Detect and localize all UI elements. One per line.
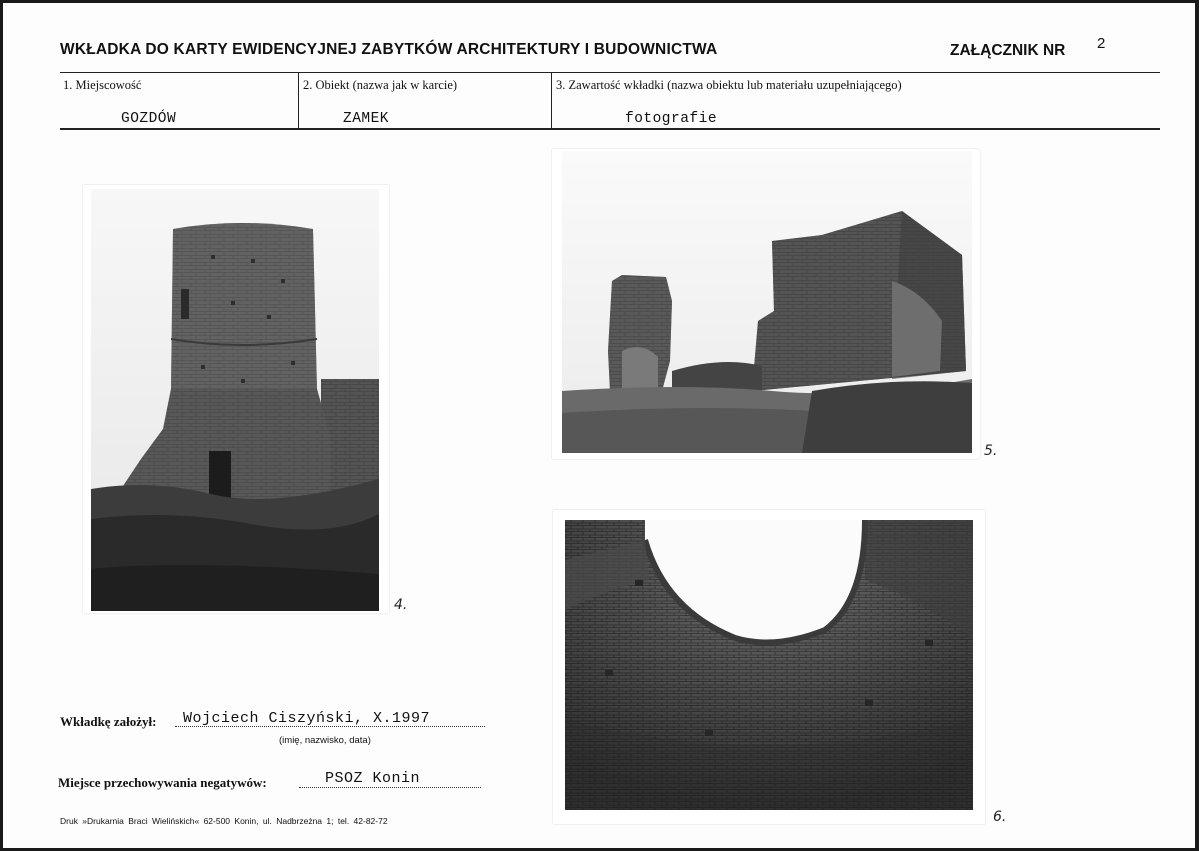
author-hint: (imię, nazwisko, data)	[279, 735, 371, 746]
photo-6-number: 6.	[993, 809, 1007, 825]
photo-5-number: 5.	[984, 443, 998, 459]
photo-4-number: 4.	[394, 597, 408, 613]
field-object-value: ZAMEK	[343, 111, 390, 127]
tower-interior-looking-up-photo	[565, 520, 973, 810]
photo-4	[83, 185, 389, 613]
photo-6	[553, 510, 985, 824]
field-content-label: 3. Zawartość wkładki (nazwa obiektu lub materiału uzupełniającego)	[556, 78, 902, 92]
storage-label: Miejsce przechowywania negatywów:	[58, 775, 267, 790]
field-divider	[298, 73, 299, 129]
author-value: Wojciech Ciszyński, X.1997	[183, 710, 431, 727]
field-divider	[551, 73, 552, 129]
field-locality-label: 1. Miejscowość	[63, 78, 142, 92]
field-locality-value: GOZDÓW	[121, 111, 177, 127]
photo-5	[552, 149, 980, 459]
printer-imprint: Druk »Drukarnia Braci Wielińskich« 62-500 Konin, ul. Nadbrzeżna 1; tel. 42-82-72	[60, 816, 388, 826]
author-label: Wkładkę założył:	[60, 714, 157, 729]
header-rule	[60, 72, 1160, 73]
annex-label: ZAŁĄCZNIK NR	[950, 42, 1066, 59]
storage-value: PSOZ Konin	[325, 770, 421, 787]
round-brick-tower-photo	[91, 189, 379, 611]
storage-dotted-line	[299, 787, 481, 788]
castle-ruins-walls-photo	[562, 151, 972, 453]
field-object-label: 2. Obiekt (nazwa jak w karcie)	[303, 78, 458, 92]
annex-number: 2	[1097, 35, 1106, 52]
fields-rule	[60, 128, 1160, 130]
field-content-value: fotografie	[625, 111, 718, 127]
document-title: WKŁADKA DO KARTY EWIDENCYJNEJ ZABYTKÓW ARCHITEKTURY I BUDOWNICTWA	[60, 41, 718, 58]
